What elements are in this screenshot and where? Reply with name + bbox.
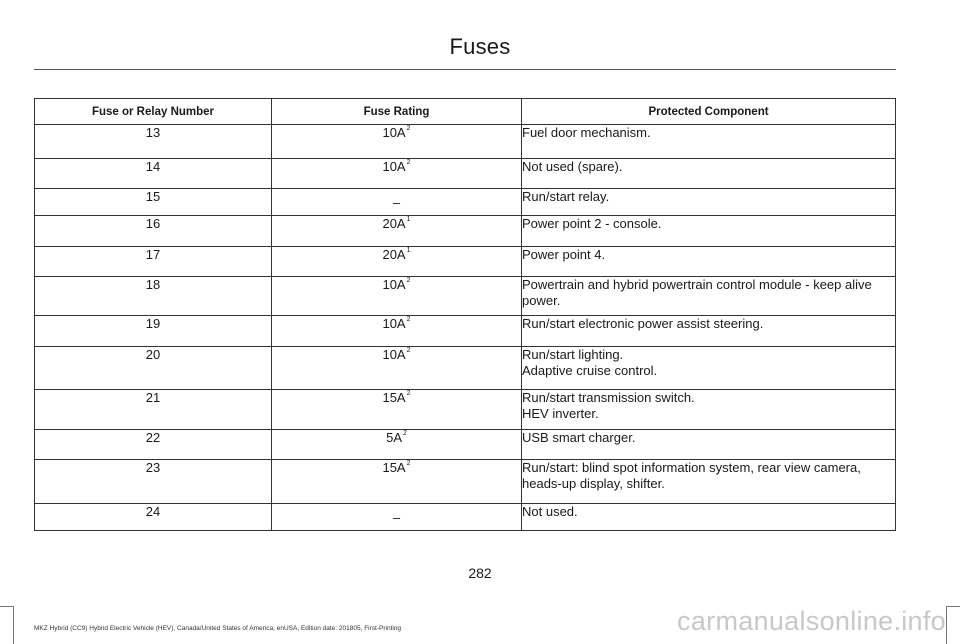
footnote-marker: 2 — [406, 346, 411, 354]
component-line: HEV inverter. — [522, 406, 599, 421]
protected-component-cell — [522, 159, 896, 189]
fuse-rating-cell — [272, 159, 522, 189]
table-row — [35, 430, 896, 460]
fuse-number-cell: 13 — [35, 125, 272, 159]
table-row — [35, 159, 896, 189]
table-row — [35, 125, 896, 159]
protected-component-cell — [522, 247, 896, 277]
fuse-rating-value: – — [392, 195, 401, 210]
fuse-rating-cell — [272, 316, 522, 347]
component-line: Power point 4. — [522, 247, 606, 262]
page-title: Fuses — [449, 34, 511, 59]
fuse-rating-value: 20A — [382, 247, 406, 262]
edition-footer: MKZ Hybrid (CC9) Hybrid Electric Vehicle (HEV), Canada/United States of America, enUSA, Edition date: 201805, First-Printing — [34, 625, 402, 632]
table-row — [35, 504, 896, 531]
fuse-number-cell: 16 — [35, 216, 272, 247]
protected-component-cell — [522, 390, 896, 430]
table-row — [35, 216, 896, 247]
fuse-number-cell: 21 — [35, 390, 272, 430]
fuse-rating-cell — [272, 347, 522, 390]
protected-component-cell — [522, 277, 896, 316]
fuse-number-cell: 23 — [35, 460, 272, 504]
fuse-rating-value: 5A — [386, 430, 402, 445]
footnote-marker: 2 — [406, 315, 411, 323]
fuse-number-cell: 24 — [35, 504, 272, 531]
fuse-table-body — [35, 125, 896, 531]
fuse-table — [34, 98, 896, 531]
fuse-number-cell: 19 — [35, 316, 272, 347]
fuse-number-cell: 18 — [35, 277, 272, 316]
component-line: Run/start lighting. — [522, 347, 624, 362]
footnote-marker: 2 — [406, 389, 411, 397]
fuse-rating-cell — [272, 430, 522, 460]
fuse-rating-value: 10A — [382, 347, 406, 362]
protected-component-cell — [522, 347, 896, 390]
footnote-marker: 1 — [406, 215, 411, 223]
fuse-rating-cell — [272, 277, 522, 316]
component-line: USB smart charger. — [522, 430, 636, 445]
component-line: Powertrain and hybrid powertrain control module - keep alive power. — [522, 277, 872, 308]
protected-component-cell — [522, 460, 896, 504]
protected-component-cell — [522, 430, 896, 460]
protected-component-cell — [522, 216, 896, 247]
fuse-number-cell: 17 — [35, 247, 272, 277]
corner-mark-right — [946, 606, 960, 644]
component-line: Not used. — [522, 504, 578, 519]
footnote-marker: 2 — [406, 124, 411, 132]
component-line: Power point 2 - console. — [522, 216, 662, 231]
corner-mark-left — [0, 606, 14, 644]
component-line: Run/start: blind spot information system, rear view camera, heads-up display, shifter. — [522, 460, 861, 491]
table-row — [35, 247, 896, 277]
protected-component-cell — [522, 504, 896, 531]
table-row — [35, 316, 896, 347]
fuse-rating-value: 10A — [382, 125, 406, 140]
fuse-rating-value: 20A — [382, 216, 406, 231]
fuse-rating-value: 15A — [382, 390, 406, 405]
protected-component-cell — [522, 316, 896, 347]
fuse-rating-cell — [272, 189, 522, 216]
title-divider — [34, 69, 896, 70]
table-row — [35, 390, 896, 430]
watermark: carmanualsonline.info — [677, 606, 946, 636]
footnote-marker: 1 — [406, 246, 411, 254]
table-header-row — [35, 99, 896, 125]
fuse-rating-cell — [272, 460, 522, 504]
fuse-number-cell: 20 — [35, 347, 272, 390]
protected-component-cell — [522, 189, 896, 216]
fuse-rating-cell — [272, 247, 522, 277]
table-row — [35, 277, 896, 316]
footnote-marker: 2 — [406, 276, 411, 284]
protected-component-cell — [522, 125, 896, 159]
column-header-fuse-rating: Fuse Rating — [272, 99, 522, 125]
table-row — [35, 189, 896, 216]
component-line: Run/start transmission switch. — [522, 390, 695, 405]
footnote-marker: 2 — [406, 158, 411, 166]
component-line: Not used (spare). — [522, 159, 623, 174]
fuse-rating-cell — [272, 216, 522, 247]
column-header-fuse-number: Fuse or Relay Number — [35, 99, 272, 125]
page-number: 282 — [468, 565, 492, 581]
component-line: Fuel door mechanism. — [522, 125, 651, 140]
table-row — [35, 347, 896, 390]
footnote-marker: 2 — [406, 459, 411, 467]
component-line: Run/start relay. — [522, 189, 610, 204]
fuse-rating-value: 15A — [382, 460, 406, 475]
component-line: Run/start electronic power assist steering. — [522, 316, 764, 331]
fuse-number-cell: 22 — [35, 430, 272, 460]
fuse-rating-value: 10A — [382, 277, 406, 292]
fuse-number-cell: 15 — [35, 189, 272, 216]
column-header-protected-component: Protected Component — [522, 99, 896, 125]
component-line: Adaptive cruise control. — [522, 363, 658, 378]
fuse-rating-value: 10A — [382, 159, 406, 174]
fuse-rating-cell — [272, 125, 522, 159]
table-row — [35, 460, 896, 504]
fuse-rating-cell — [272, 390, 522, 430]
fuse-rating-cell — [272, 504, 522, 531]
footnote-marker: 2 — [403, 429, 407, 437]
fuse-rating-value: – — [392, 510, 401, 525]
fuse-rating-value: 10A — [382, 316, 406, 331]
fuse-number-cell: 14 — [35, 159, 272, 189]
